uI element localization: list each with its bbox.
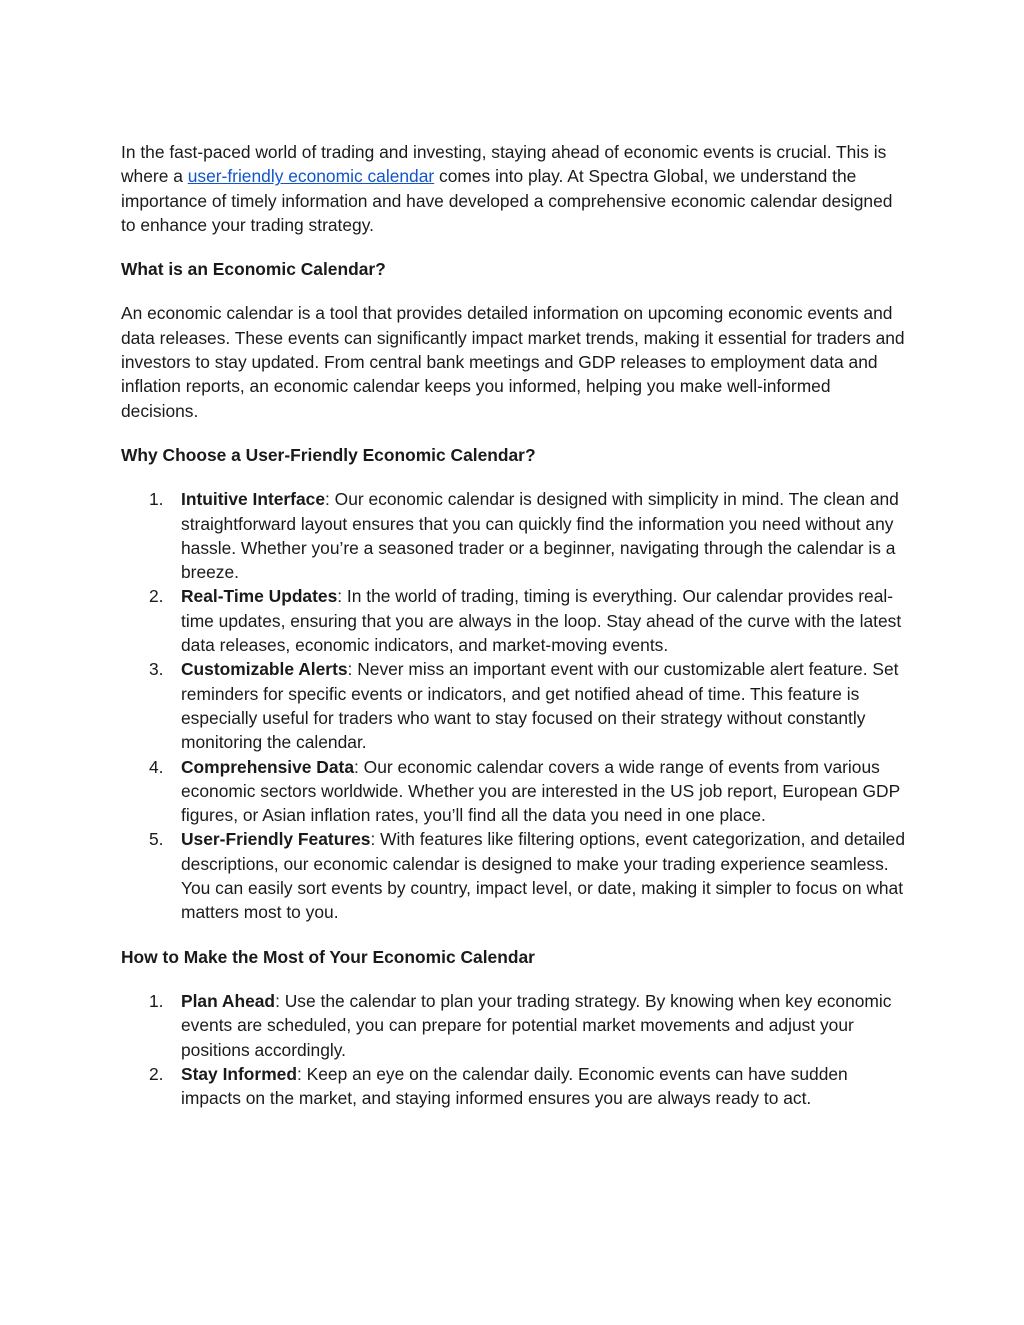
list-item-number: 2. [149, 1063, 164, 1084]
list-item-text: : Never miss an important event with our customizable alert feature. Set reminders for specific events or indicators, and get notified ahead of time. This feature is especially useful for traders who want to stay focused on their strategy without constantly monitoring the calendar. [181, 659, 899, 753]
section-heading-what-is: What is an Economic Calendar? [121, 259, 386, 280]
list-item-term: Customizable Alerts [181, 659, 348, 680]
intro-text-after-link: comes into play. At Spectra Global, we understand the importance of timely information and have developed a comprehensive economic calendar designed to enhance your trading strategy. [121, 166, 893, 235]
list-item-text: : In the world of trading, timing is everything. Our calendar provides real-time updates, ensuring that you are always in the loop. Stay ahead of the curve with the latest data releases, economic indicators, and market-moving events. [181, 586, 902, 656]
list-item-number: 5. [149, 829, 164, 850]
intro-text-before-link: In the fast-paced world of trading and investing, staying ahead of economic events is crucial. This is where a [121, 142, 887, 187]
list-item-term: User-Friendly Features [181, 829, 371, 850]
list-item-term: Stay Informed [181, 1063, 297, 1084]
list-item-number: 4. [149, 756, 164, 777]
list-item-number: 1. [149, 489, 164, 510]
list-item-text: : Our economic calendar covers a wide range of events from various economic sectors worldwide. Whether you are interested in the US job report, European GDP figures, or Asian inflation rates, you’ll find all the data you need in one place. [181, 756, 900, 826]
list-item-number: 1. [149, 990, 164, 1011]
list-item [121, 584, 911, 657]
list-item-text: : Use the calendar to plan your trading strategy. By knowing when key economic events are scheduled, you can prepare for potential market movements and adjust your positions accordingly. [181, 990, 892, 1060]
list-item-text: : With features like filtering options, event categorization, and detailed descriptions, our economic calendar is designed to make your trading experience seamless. You can easily sort events by country, impact level, or date, making it simpler to focus on what matters most to you. [181, 829, 906, 923]
section-body-what-is: An economic calendar is a tool that provides detailed information on upcoming economic events and data releases. These events can significantly impact market trends, making it essential for traders and investors to stay updated. From central bank meetings and GDP releases to employment data and inflation reports, an economic calendar keeps you informed, helping you make well-informed decisions. [121, 303, 905, 421]
list-item [121, 827, 911, 924]
list-item-text: : Keep an eye on the calendar daily. Economic events can have sudden impacts on the market, and staying informed ensures you are always ready to act. [181, 1063, 848, 1109]
list-item-term: Plan Ahead [181, 990, 276, 1011]
list-item [121, 989, 911, 1062]
list-item [121, 487, 911, 584]
list-item-term: Intuitive Interface [181, 489, 325, 510]
list-item-term: Real-Time Updates [181, 586, 338, 607]
list-item-text: : Our economic calendar is designed with simplicity in mind. The clean and straightforward layout ensures that you can quickly find the information you need without any hassle. Whether you’re a seasoned trader or a beginner, navigating through the calendar is a breeze. [181, 489, 899, 583]
intro-paragraph [121, 140, 911, 237]
list-item-number: 3. [149, 659, 164, 680]
list-item [121, 755, 911, 828]
section-heading-why-choose: Why Choose a User-Friendly Economic Calendar? [121, 444, 536, 465]
list-item [121, 657, 911, 754]
economic-calendar-link[interactable]: user-friendly economic calendar [187, 166, 435, 187]
list-item-term: Comprehensive Data [181, 756, 354, 777]
list-item [121, 1062, 911, 1111]
make-most-list [121, 989, 911, 1110]
document-page [121, 140, 911, 1130]
section-heading-make-most: How to Make the Most of Your Economic Calendar [121, 946, 535, 967]
list-item-number: 2. [149, 586, 164, 607]
why-choose-list [121, 487, 911, 924]
